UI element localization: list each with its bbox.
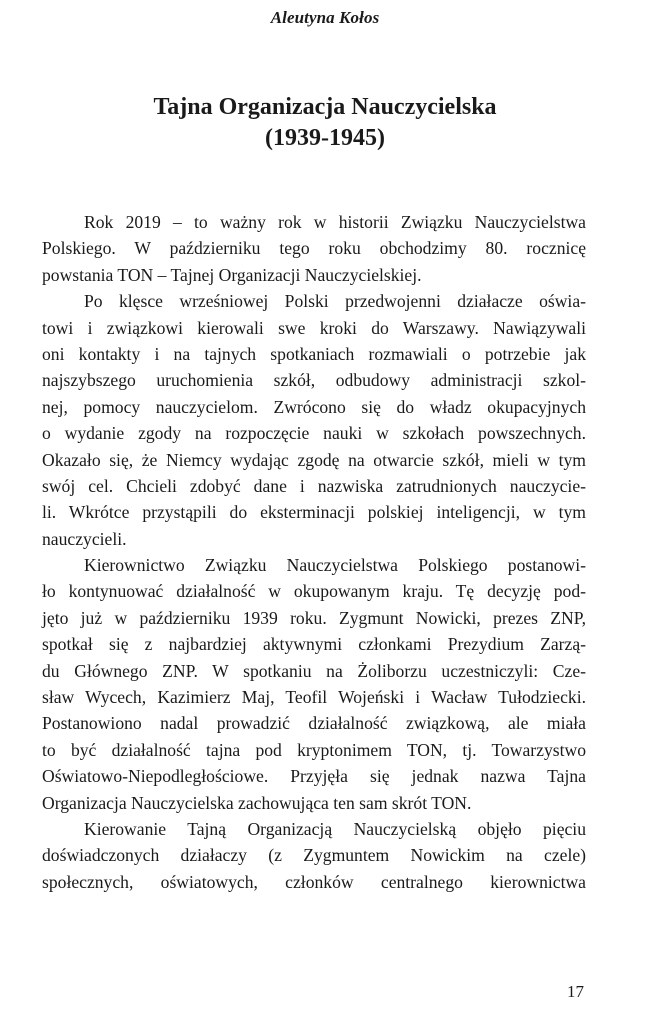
- text-line: swój cel. Chcieli zdobyć dane i nazwiska zatrudnionych nauczycie-: [42, 475, 586, 496]
- chapter-title-line-2: (1939-1945): [265, 125, 385, 151]
- text-line: Rok 2019 – to ważny rok w historii Związku Nauczycielstwa: [84, 212, 586, 232]
- text-line: Postanowiono nadal prowadzić działalność związkową, ale miała: [42, 713, 586, 734]
- paragraph: [42, 552, 586, 816]
- text-line: towi i związkowi kierowali swe kroki do Warszawy. Nawiązywali: [42, 317, 586, 338]
- text-line: jęto już w październiku 1939 roku. Zygmunt Nowicki, prezes ZNP,: [42, 607, 586, 628]
- text-line: Po klęsce wrześniowej Polski przedwojenni działacze oświa-: [84, 291, 586, 312]
- text-line: o wydanie zgody na rozpoczęcie nauki w szkołach powszechnych.: [42, 423, 586, 444]
- text-line: li. Wkrótce przystąpili do eksterminacji polskiej inteligencji, w tym: [42, 502, 586, 523]
- text-line: oni kontakty i na tajnych spotkaniach rozmawiali o potrzebie jak: [42, 343, 586, 364]
- text-line: doświadczonych działaczy (z Zygmuntem Nowickim na czele): [42, 845, 586, 866]
- text-line: Kierowanie Tajną Organizacją Nauczycielską objęło pięciu: [84, 818, 586, 839]
- body-text: [42, 209, 586, 895]
- running-header-author: Aleutyna Kołos: [270, 8, 380, 27]
- text-line: to być działalność tajna pod kryptonimem TON, tj. Towarzystwo: [42, 739, 586, 760]
- text-line: społecznych, oświatowych, członków centralnego kierownictwa: [42, 871, 586, 892]
- text-line: du Głównego ZNP. W spotkaniu na Żoliborzu uczestniczyli: Cze-: [42, 660, 586, 681]
- text-line: sław Wycech, Kazimierz Maj, Teofil Wojeński i Wacław Tułodziecki.: [42, 687, 586, 708]
- text-line: ło kontynuować działalność w okupowanym kraju. Tę decyzję pod-: [42, 581, 586, 602]
- text-line: Organizacja Nauczycielska zachowująca ten sam skrót TON.: [42, 792, 472, 813]
- text-line: nej, pomocy nauczycielom. Zwrócono się do władz okupacyjnych: [42, 396, 586, 417]
- text-line: Kierownictwo Związku Nauczycielstwa Polskiego postanowi-: [84, 555, 586, 576]
- page-number: 17: [567, 982, 584, 1001]
- text-line: nauczycieli.: [42, 528, 127, 549]
- text-line: Okazało się, że Niemcy wydając zgodę na otwarcie szkół, mieli w tym: [42, 449, 586, 470]
- chapter-title-line-1: Tajna Organizacja Nauczycielska: [153, 94, 497, 120]
- paragraph: [42, 288, 586, 552]
- text-line: powstania TON – Tajnej Organizacji Nauczycielskiej.: [42, 264, 422, 285]
- text-line: najszybszego uruchomienia szkół, odbudowy administracji szkol-: [42, 370, 586, 391]
- chapter-title: [0, 92, 650, 154]
- text-line: spotkał się z najbardziej aktywnymi członkami Prezydium Zarzą-: [42, 634, 586, 655]
- text-line: Oświatowo-Niepodległościowe. Przyjęła się jednak nazwa Tajna: [42, 766, 586, 787]
- text-line: Polskiego. W październiku tego roku obchodzimy 80. rocznicę: [42, 238, 586, 259]
- paragraph: [42, 816, 586, 895]
- paragraph: [42, 209, 586, 288]
